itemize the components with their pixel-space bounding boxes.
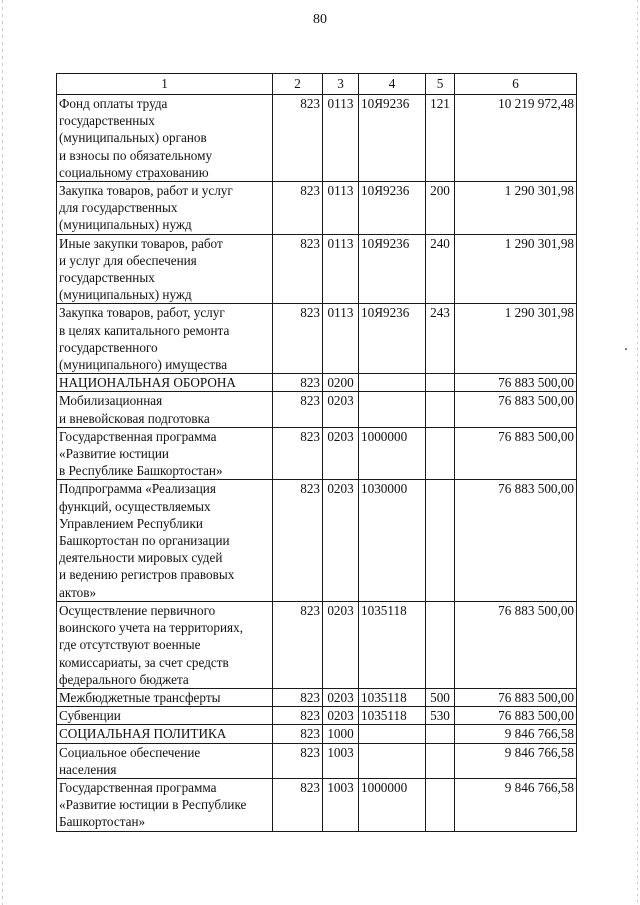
header-row <box>57 74 577 95</box>
budget-table <box>56 73 577 832</box>
row-amount: 76 883 500,00 <box>455 427 577 480</box>
row-grbs: 823 <box>273 304 323 374</box>
table-row <box>57 304 577 374</box>
row-target: 10Я9236 <box>359 182 426 235</box>
row-grbs: 823 <box>273 707 323 725</box>
row-section: 0203 <box>323 601 359 688</box>
row-name: СОЦИАЛЬНАЯ ПОЛИТИКА <box>57 725 273 743</box>
table-row <box>57 688 577 706</box>
row-type: 240 <box>426 234 455 304</box>
row-target: 1035118 <box>359 688 426 706</box>
column-header-section: 3 <box>323 74 359 95</box>
row-target: 1035118 <box>359 707 426 725</box>
row-type: 243 <box>426 304 455 374</box>
row-type <box>426 778 455 831</box>
column-header-name: 1 <box>57 74 273 95</box>
scan-edge-left <box>2 0 3 905</box>
page-number: 80 <box>313 12 327 27</box>
table-row <box>57 95 577 182</box>
row-name: Субвенции <box>57 707 273 725</box>
row-amount: 76 883 500,00 <box>455 480 577 601</box>
row-amount: 76 883 500,00 <box>455 374 577 392</box>
row-target: 10Я9236 <box>359 234 426 304</box>
row-section: 0203 <box>323 427 359 480</box>
row-grbs: 823 <box>273 778 323 831</box>
row-section: 1003 <box>323 743 359 778</box>
row-section: 0113 <box>323 182 359 235</box>
table-row <box>57 601 577 688</box>
row-type <box>426 601 455 688</box>
table-row <box>57 392 577 427</box>
row-amount: 1 290 301,98 <box>455 304 577 374</box>
row-section: 0113 <box>323 304 359 374</box>
row-name: Межбюджетные трансферты <box>57 688 273 706</box>
row-target: 10Я9236 <box>359 95 426 182</box>
row-target <box>359 392 426 427</box>
row-grbs: 823 <box>273 688 323 706</box>
row-target: 1000000 <box>359 427 426 480</box>
row-name: Иные закупки товаров, работ и услуг для обеспечения государственных (муниципальных) нужд <box>57 234 273 304</box>
row-type: 530 <box>426 707 455 725</box>
table-row <box>57 234 577 304</box>
row-name: Мобилизационная и вневойсковая подготовка <box>57 392 273 427</box>
row-amount: 76 883 500,00 <box>455 392 577 427</box>
row-type <box>426 374 455 392</box>
row-amount: 1 290 301,98 <box>455 182 577 235</box>
row-grbs: 823 <box>273 374 323 392</box>
row-name: Закупка товаров, работ, услуг в целях капитального ремонта государственного (муниципального) имущества <box>57 304 273 374</box>
table-row <box>57 182 577 235</box>
row-amount: 76 883 500,00 <box>455 688 577 706</box>
row-section: 0203 <box>323 707 359 725</box>
row-section: 1003 <box>323 778 359 831</box>
row-amount: 9 846 766,58 <box>455 778 577 831</box>
row-name: Осуществление первичного воинского учета на территориях, где отсутствуют военные комиссариаты, за счет средств федерального бюджета <box>57 601 273 688</box>
row-grbs: 823 <box>273 427 323 480</box>
row-target <box>359 743 426 778</box>
column-header-amount: 6 <box>455 74 577 95</box>
row-name: Фонд оплаты труда государственных (муниципальных) органов и взносы по обязательному социальному страхованию <box>57 95 273 182</box>
row-section: 0113 <box>323 234 359 304</box>
row-section: 0203 <box>323 480 359 601</box>
row-type <box>426 725 455 743</box>
table-row <box>57 707 577 725</box>
row-grbs: 823 <box>273 392 323 427</box>
row-amount: 1 290 301,98 <box>455 234 577 304</box>
row-target: 10Я9236 <box>359 304 426 374</box>
row-target <box>359 374 426 392</box>
row-type <box>426 392 455 427</box>
scan-speck <box>625 348 627 350</box>
column-header-target: 4 <box>359 74 426 95</box>
row-target: 1035118 <box>359 601 426 688</box>
scan-edge-right <box>637 0 638 905</box>
column-header-grbs: 2 <box>273 74 323 95</box>
table-row <box>57 427 577 480</box>
row-name: Социальное обеспечение населения <box>57 743 273 778</box>
row-grbs: 823 <box>273 725 323 743</box>
row-amount: 9 846 766,58 <box>455 743 577 778</box>
table-row <box>57 743 577 778</box>
row-grbs: 823 <box>273 182 323 235</box>
row-amount: 9 846 766,58 <box>455 725 577 743</box>
row-section: 0203 <box>323 392 359 427</box>
table-row <box>57 480 577 601</box>
row-section: 0203 <box>323 688 359 706</box>
table-row <box>57 725 577 743</box>
row-section: 0113 <box>323 95 359 182</box>
row-target: 1030000 <box>359 480 426 601</box>
row-name: Государственная программа «Развитие юстиции в Республике Башкортостан» <box>57 427 273 480</box>
row-grbs: 823 <box>273 95 323 182</box>
row-grbs: 823 <box>273 601 323 688</box>
column-header-type: 5 <box>426 74 455 95</box>
row-name: НАЦИОНАЛЬНАЯ ОБОРОНА <box>57 374 273 392</box>
row-name: Подпрограмма «Реализация функций, осуществляемых Управлением Республики Башкортостан по организации деятельности мировых судей и ведению регистров правовых актов» <box>57 480 273 601</box>
table-row <box>57 374 577 392</box>
row-grbs: 823 <box>273 743 323 778</box>
row-type: 200 <box>426 182 455 235</box>
row-name: Государственная программа «Развитие юстиции в Республике Башкортостан» <box>57 778 273 831</box>
row-amount: 10 219 972,48 <box>455 95 577 182</box>
row-type: 121 <box>426 95 455 182</box>
row-section: 0200 <box>323 374 359 392</box>
row-grbs: 823 <box>273 234 323 304</box>
row-type <box>426 480 455 601</box>
row-name: Закупка товаров, работ и услуг для государственных (муниципальных) нужд <box>57 182 273 235</box>
row-type <box>426 743 455 778</box>
row-amount: 76 883 500,00 <box>455 707 577 725</box>
row-section: 1000 <box>323 725 359 743</box>
table-row <box>57 778 577 831</box>
row-grbs: 823 <box>273 480 323 601</box>
row-type: 500 <box>426 688 455 706</box>
row-type <box>426 427 455 480</box>
row-target: 1000000 <box>359 778 426 831</box>
row-target <box>359 725 426 743</box>
row-amount: 76 883 500,00 <box>455 601 577 688</box>
